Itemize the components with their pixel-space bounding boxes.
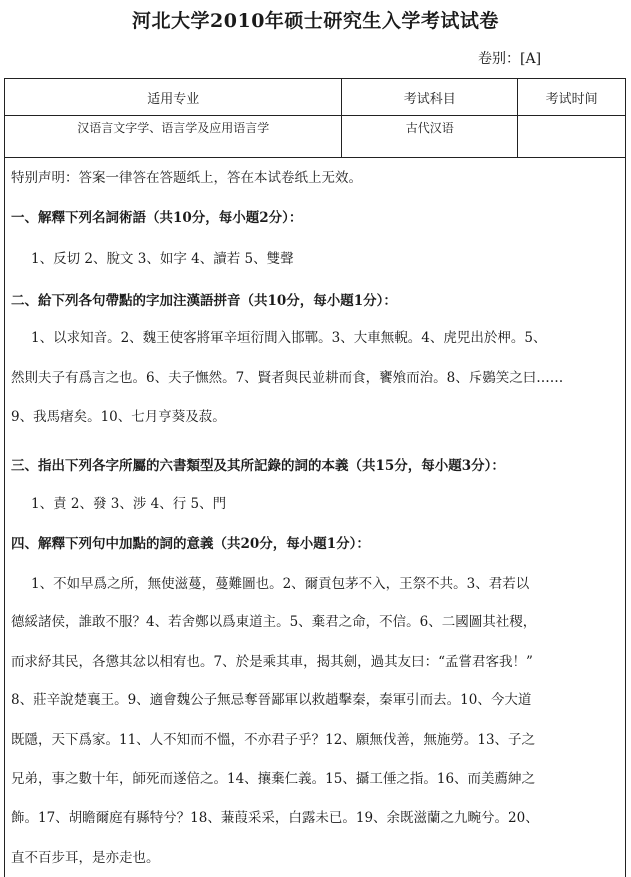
section-4-line: 1、不如早爲之所，無使滋蔓，蔓難圖也。2、爾貢包茅不入，王祭不共。3、君若以 (31, 576, 530, 592)
section-2-line: 9、我馬瘏矣。10、七月亨葵及菽。 (11, 409, 226, 425)
section-3-title: 三、指出下列各字所屬的六書類型及其所記錄的詞的本義（共15分，每小題3分）： (11, 458, 505, 474)
time-header: 考试时间 (518, 79, 626, 116)
special-notice: 特别声明：答案一律答在答题纸上，答在本试卷纸上无效。 (11, 170, 362, 186)
subject-value: 古代汉语 (342, 116, 518, 158)
section-1-items: 1、反切 2、脫文 3、如字 4、讀若 5、雙聲 (31, 251, 294, 267)
major-header: 适用专业 (5, 79, 342, 116)
section-4-line: 直不百步耳，是亦走也。 (11, 850, 160, 866)
time-value (518, 116, 626, 158)
paper-code: 卷别：[A] (478, 51, 542, 67)
exam-body (4, 154, 626, 877)
section-1-title: 一、解釋下列名詞術語（共10分，每小題2分）： (11, 210, 303, 226)
section-4-line: 8、莊辛說楚襄王。9、適會魏公子無忌奪晉鄙軍以救趙擊秦，秦軍引而去。10、今大道 (11, 692, 532, 708)
major-value: 汉语言文字学、语言学及应用语言学 (5, 116, 342, 158)
info-value-row (5, 116, 626, 158)
exam-title: 河北大学2010年硕士研究生入学考试试卷 (132, 10, 499, 32)
section-2-line: 然則夫子有爲言之也。6、夫子憮然。7、賢者與民並耕而食，饔飧而治。8、斥鷃笑之曰…… (11, 370, 564, 386)
section-4-line: 兄弟，事之數十年，師死而遂倍之。14、攘棄仁義。15、攝工倕之指。16、而美薦紳之 (11, 771, 536, 787)
section-4-line: 飾。17、胡瞻爾庭有縣特兮？18、蒹葭采采，白露未已。19、余既滋蘭之九畹兮。20、 (11, 810, 539, 826)
section-4-line: 德綏諸侯，誰敢不服？4、若舍鄭以爲東道主。5、棄君之命，不信。6、二國圖其社稷， (11, 614, 537, 630)
section-2-line: 1、以求知音。2、魏王使客將軍辛垣衍間入邯鄲。3、大車無輗。4、虎兕出於柙。5、 (31, 330, 547, 346)
section-4-line: 既隱，天下爲家。11、人不知而不慍，不亦君子乎？12、願無伐善，無施勞。13、子之 (11, 732, 536, 748)
exam-info-table (4, 78, 626, 158)
section-4-line: 而求紓其民，各懲其忿以相宥也。7、於是乘其車，揭其劍，過其友曰：“孟嘗君客我！” (11, 654, 533, 670)
section-3-items: 1、責 2、發 3、涉 4、行 5、門 (31, 496, 227, 512)
section-2-title: 二、給下列各句帶點的字加注漢語拼音（共10分，每小題1分）： (11, 293, 397, 309)
section-4-title: 四、解釋下列句中加點的詞的意義（共20分，每小題1分）： (11, 536, 370, 552)
subject-header: 考试科目 (342, 79, 518, 116)
info-header-row (5, 79, 626, 116)
